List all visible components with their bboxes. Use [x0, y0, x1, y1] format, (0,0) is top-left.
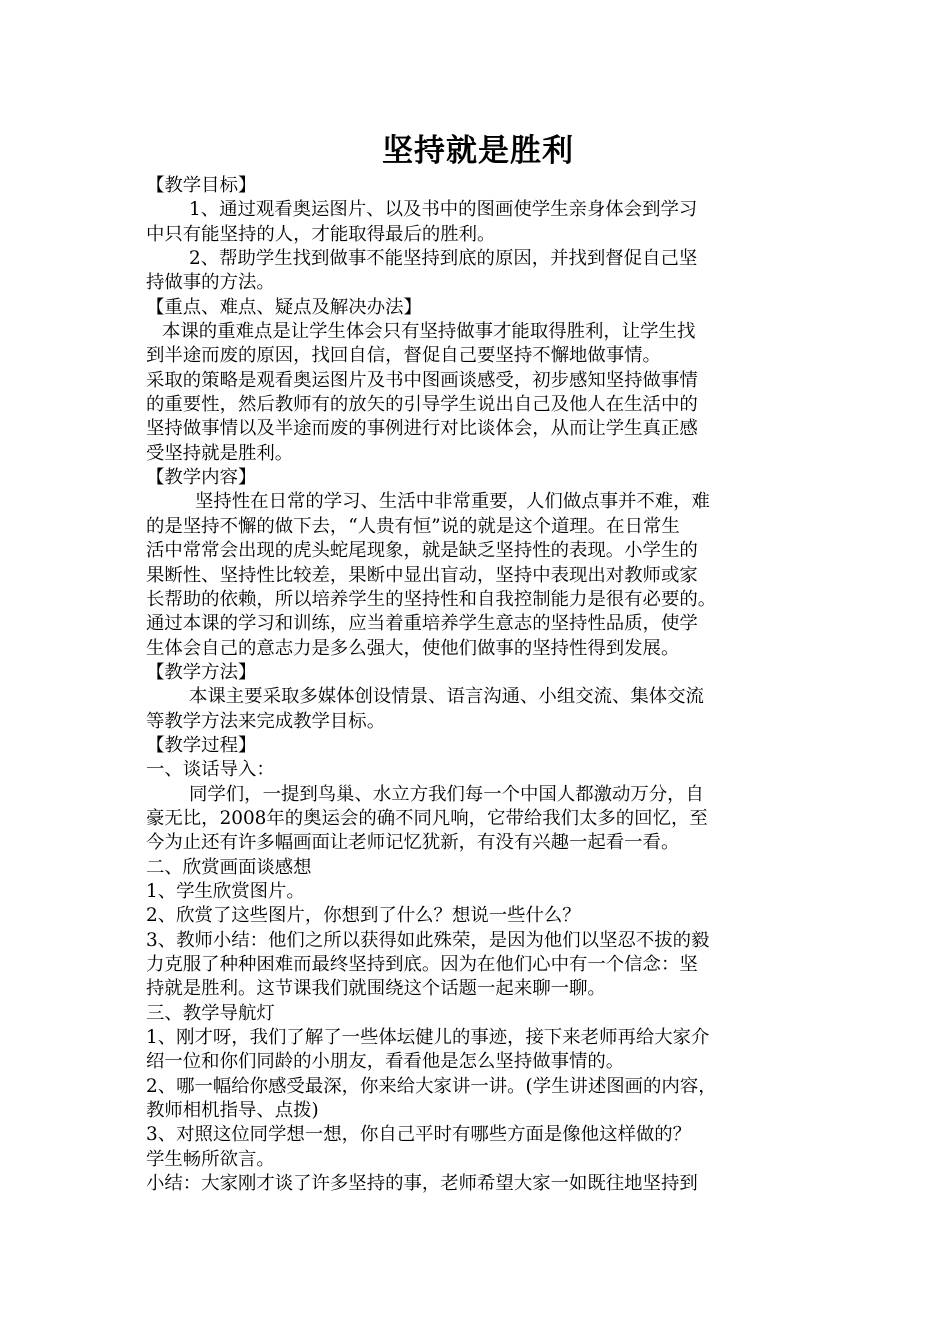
body-line: 【重点、难点、疑点及解决办法】: [146, 296, 422, 318]
body-line: 通过本课的学习和训练，应当着重培养学生意志的坚持性品质，使学: [146, 613, 698, 635]
body-line: 【教学方法】: [146, 661, 257, 683]
body-line: 3、教师小结：他们之所以获得如此殊荣，是因为他们以坚忍不拔的毅: [146, 929, 710, 951]
body-line: 今为止还有许多幅画面让老师记忆犹新，有没有兴趣一起看一看。: [146, 832, 680, 854]
document-page: [146, 128, 810, 1196]
body-line: 等教学方法来完成教学目标。: [146, 710, 386, 732]
document-title: 坚持就是胜利: [382, 133, 574, 169]
body-line: 持就是胜利。这节课我们就围绕这个话题一起来聊一聊。: [146, 978, 606, 1000]
body-line: 三、教学导航灯: [146, 1002, 275, 1024]
body-line: 1、刚才呀，我们了解了一些体坛健儿的事迹，接下来老师再给大家介: [146, 1027, 710, 1049]
body-line: 绍一位和你们同龄的小朋友，看看他是怎么坚持做事情的。: [146, 1051, 625, 1073]
body-line: 【教学内容】: [146, 467, 257, 489]
body-line: 的重要性，然后教师有的放矢的引导学生说出自己及他人在生活中的: [146, 394, 698, 416]
body-line: 一、谈话导入：: [146, 759, 275, 781]
body-line: 2、哪一幅给你感受最深，你来给大家讲一讲。(学生讲述图画的内容，: [146, 1075, 717, 1097]
body-line: 2、帮助学生找到做事不能坚持到底的原因，并找到督促自己坚: [189, 248, 698, 270]
body-line: 力克服了种种困难而最终坚持到底。因为在他们心中有一个信念：坚: [146, 954, 698, 975]
body-line: 中只有能坚持的人，才能取得最后的胜利。: [146, 223, 496, 245]
document-body: [146, 174, 810, 1196]
body-line: 果断性、坚持性比较差，果断中显出盲动，坚持中表现出对教师或家: [146, 564, 698, 586]
body-line: 同学们，一提到鸟巢、水立方我们每一个中国人都激动万分，自: [189, 783, 704, 805]
body-line: 学生畅所欲言。: [146, 1148, 275, 1170]
body-line: 采取的策略是观看奥运图片及书中图画谈感受，初步感知坚持做事情: [146, 369, 698, 391]
body-line: 持做事的方法。: [146, 272, 275, 294]
body-line: 坚持性在日常的学习、生活中非常重要，人们做点事并不难，难: [195, 491, 710, 513]
body-line: 1、通过观看奥运图片、以及书中的图画使学生亲身体会到学习: [189, 199, 698, 221]
body-line: 活中常常会出现的虎头蛇尾现象，就是缺乏坚持性的表现。小学生的: [146, 540, 698, 562]
body-line: 【教学目标】: [146, 175, 257, 196]
body-line: 坚持做事情以及半途而废的事例进行对比谈体会，从而让学生真正感: [146, 418, 698, 440]
body-line: 本课的重难点是让学生体会只有坚持做事才能取得胜利，让学生找: [162, 321, 696, 343]
body-line: 本课主要采取多媒体创设情景、语言沟通、小组交流、集体交流: [189, 686, 704, 708]
body-line: 长帮助的依赖，所以培养学生的坚持性和自我控制能力是很有必要的。: [146, 588, 717, 610]
body-line: 到半途而废的原因，找回自信，督促自己要坚持不懈地做事情。: [146, 345, 661, 367]
body-line: 【教学过程】: [146, 734, 257, 756]
body-line: 小结：大家刚才谈了许多坚持的事，老师希望大家一如既往地坚持到: [146, 1173, 698, 1195]
body-line: 豪无比，2008年的奥运会的确不同凡响，它带给我们太多的回忆，至: [146, 807, 708, 829]
body-line: 教师相机指导、点拨): [146, 1100, 319, 1122]
body-line: 的是坚持不懈的做下去，“人贵有恒”说的就是这个道理。在日常生: [146, 515, 680, 537]
body-line: 二、欣赏画面谈感想: [146, 856, 312, 878]
body-line: 2、欣赏了这些图片，你想到了什么？想说一些什么？: [146, 905, 581, 927]
body-line: 1、学生欣赏图片。: [146, 880, 305, 902]
body-line: 生体会自己的意志力是多么强大，使他们做事的坚持性得到发展。: [146, 637, 680, 659]
body-line: 受坚持就是胜利。: [146, 442, 294, 464]
body-line: 3、对照这位同学想一想，你自己平时有哪些方面是像他这样做的？: [146, 1124, 692, 1146]
